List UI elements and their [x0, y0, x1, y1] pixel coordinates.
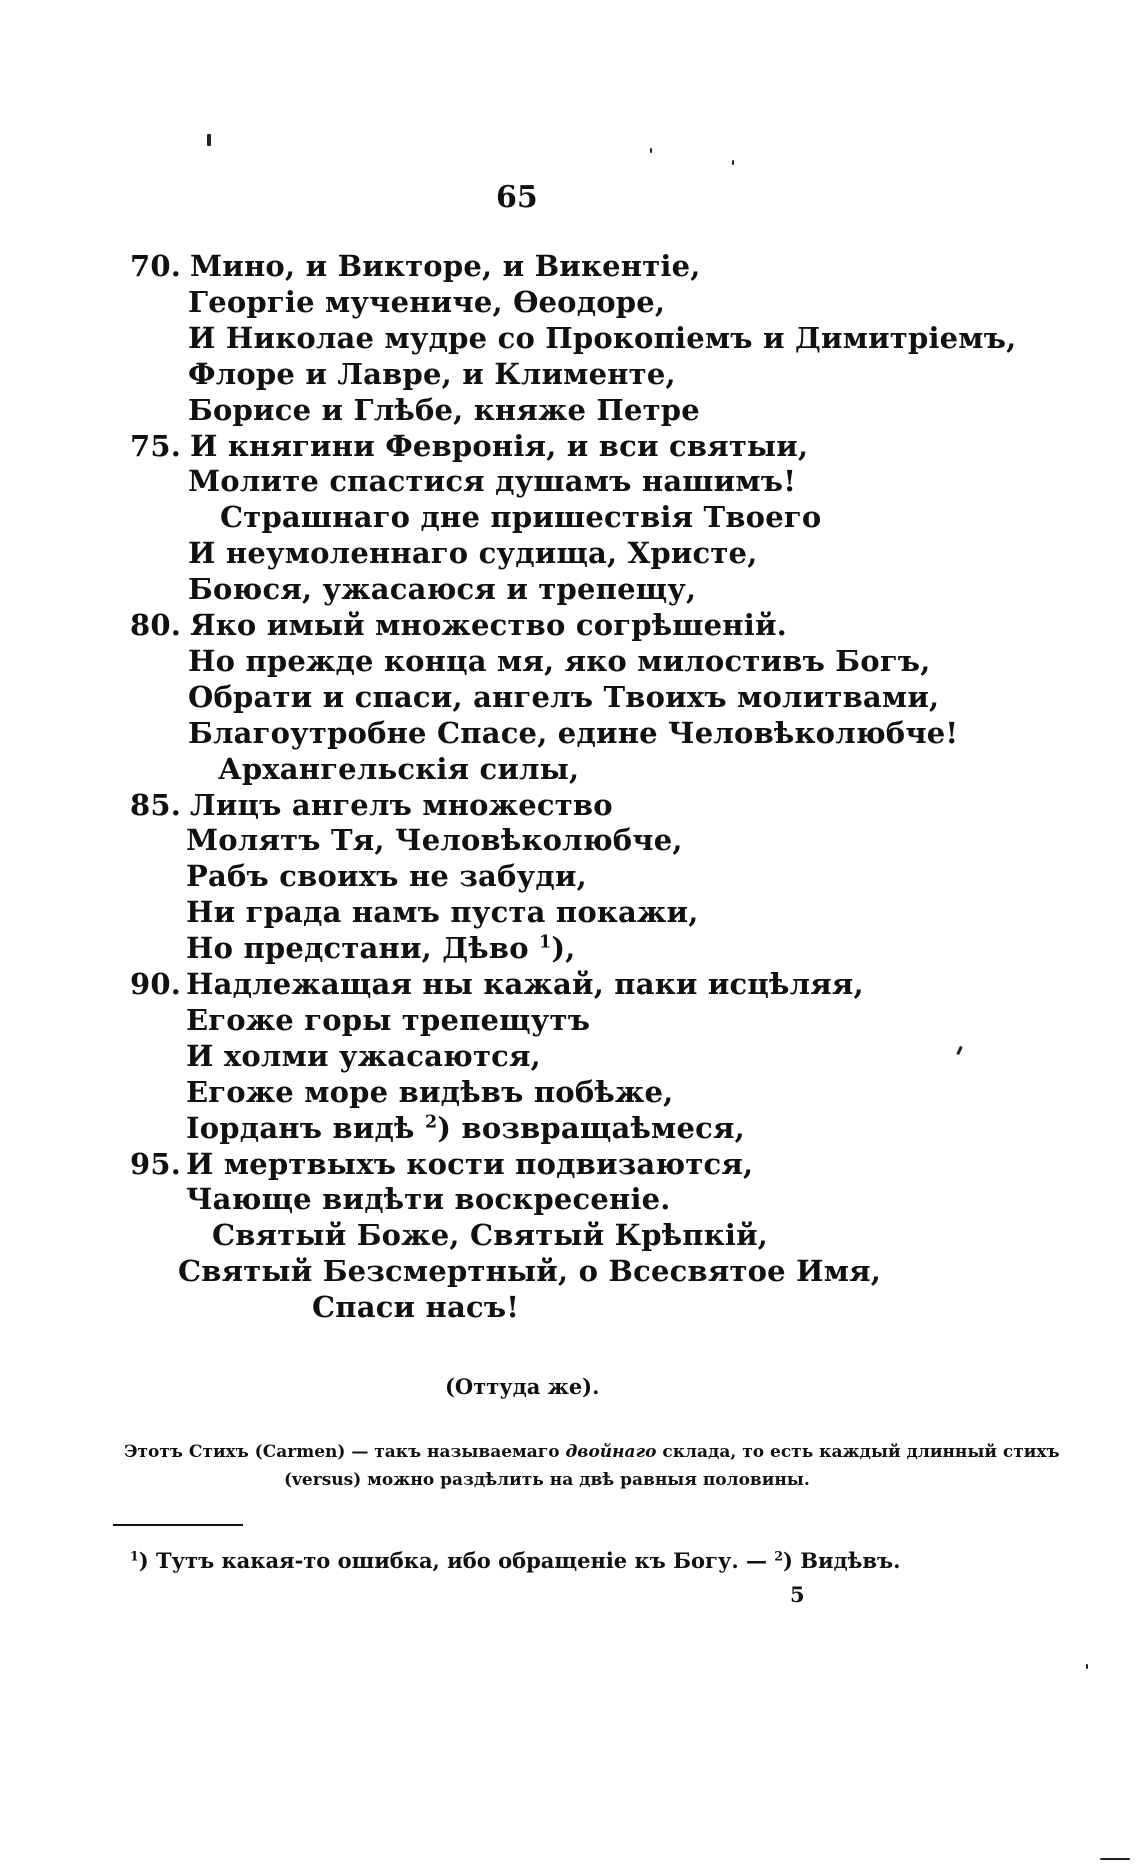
verse-line [130, 1074, 1030, 1110]
verse-text: Рабъ своихъ не забуди, [186, 859, 587, 894]
verse-line [130, 535, 1030, 571]
footnote-marker: 2 [424, 1112, 438, 1133]
verse-text: Яко имый множество согрѣшеній. [190, 608, 787, 642]
verse-text: Спаси насъ! [312, 1290, 520, 1325]
verse-text: Егоже горы трепещутъ [186, 1002, 591, 1037]
verse-line [130, 966, 1030, 1002]
ink-speck [1100, 1858, 1130, 1860]
footnotes [130, 1546, 900, 1576]
verse-text: Егоже море видѣвъ побѣже, [186, 1074, 674, 1109]
line-number: 70. [130, 249, 182, 283]
verse-text: Мино, и Викторе, и Викентіе, [190, 249, 701, 283]
ink-speck [732, 160, 734, 165]
verse-line [130, 1253, 1030, 1289]
verse-line [130, 930, 1030, 966]
verse-line [130, 894, 1030, 930]
verse-text: Благоутробне Спасе, едине Человѣколюбче! [188, 715, 959, 750]
verse-text: Чающе видѣти воскресеніе. [186, 1182, 671, 1217]
note-text: склада, то есть каждый длинный стихъ [656, 1442, 1060, 1462]
footnote-text: ) Тутъ какая-то ошибка, ибо обращеніе къ Богу. — [138, 1548, 775, 1573]
line-number: 75. [130, 428, 182, 463]
line-number: 95. [130, 1146, 182, 1181]
verse-line [130, 499, 1030, 535]
verse-text: Борисе и Глѣбе, княже Петре [188, 392, 700, 427]
verse-text: Обрати и спаси, ангелъ Твоихъ молитвами, [188, 679, 940, 714]
verse-line [130, 248, 1030, 284]
verse-line [130, 463, 1030, 499]
footnote-text: ) Видѣвъ. [783, 1548, 901, 1573]
verse-text: И княгини Февронія, и вси святыи, [190, 428, 809, 463]
verse-text: Страшнаго дне пришествія Твоего [220, 500, 822, 535]
ink-speck [207, 134, 211, 146]
ink-speck [1086, 1664, 1088, 1669]
verse-line [130, 571, 1030, 607]
page-number: 65 [496, 180, 538, 215]
verse-line [130, 1110, 1030, 1146]
verse-text: И Николае мудре со Прокопіемъ и Димитріемъ, [188, 320, 1017, 355]
verse-text: Молятъ Тя, Человѣколюбче, [186, 823, 683, 858]
verse-line [130, 1038, 1030, 1074]
verse-line [130, 787, 1030, 823]
line-number: 85. [130, 787, 182, 822]
verse-text: Но прежде конца мя, яко милостивъ Богъ, [188, 643, 931, 678]
verse-text: Георгіе мучениче, Ѳеодоре, [188, 284, 666, 319]
verse-line [130, 428, 1030, 464]
verse-line [130, 858, 1030, 894]
verse-text: И мертвыхъ кости подвизаются, [186, 1146, 754, 1181]
footnote-marker: 1 [539, 932, 552, 953]
verse-line [130, 715, 1030, 751]
footnote-rule [113, 1524, 243, 1526]
verse-line [130, 320, 1030, 356]
verse-text: Архангельскія силы, [218, 751, 580, 786]
verse-text: Надлежащая ны кажай, паки исцѣляя, [186, 967, 864, 1001]
verse-line [130, 643, 1030, 679]
line-number: 80. [130, 608, 182, 642]
ink-speck [650, 148, 652, 153]
note-text: Этотъ Стихъ (Carmen) — такъ называемаго [124, 1442, 566, 1462]
verse-text: И холми ужасаются, [186, 1038, 541, 1073]
editorial-note-line-2: (versus) можно раздѣлить на двѣ равныя половины. [284, 1470, 810, 1490]
verse-line [130, 1289, 1030, 1325]
verse-text-suffix: ) возвращаѣмеся, [437, 1110, 745, 1145]
verse-line [130, 679, 1030, 715]
verse-text: Молите спастися душамъ нашимъ! [188, 464, 797, 499]
verse-text: И неумоленнаго судища, Христе, [188, 536, 758, 571]
verse-text: Но предстани, Дѣво [186, 931, 529, 966]
verse-text: Святый Боже, Святый Крѣпкій, [212, 1218, 769, 1253]
note-italic-text: двойнаго [565, 1442, 657, 1462]
verse-text: Флоре и Лавре, и Клименте, [188, 356, 676, 391]
footnote-marker: 2 [774, 1548, 784, 1564]
verse-line [130, 392, 1030, 428]
verse-line [130, 1217, 1030, 1253]
verse-text: Лицъ ангелъ множество [190, 787, 613, 822]
verse-line [130, 607, 1030, 643]
verse-line [130, 751, 1030, 787]
footnote-marker: 1 [130, 1548, 139, 1564]
line-number: 90. [130, 967, 182, 1001]
verse-text-suffix: ), [551, 931, 576, 966]
editorial-note-line-1 [124, 1440, 1060, 1464]
verse-line [130, 356, 1030, 392]
verse-text: Ни града намъ пуста покажи, [186, 895, 699, 930]
signature-mark: 5 [790, 1582, 805, 1607]
source-note: (Оттуда же). [445, 1374, 600, 1399]
verse-line [130, 284, 1030, 320]
verse-line [130, 1146, 1030, 1182]
verse-text: Святый Безсмертный, о Всесвятое Имя, [178, 1254, 882, 1289]
verse-text: Іорданъ видѣ [186, 1110, 415, 1145]
verse-line [130, 1181, 1030, 1217]
verse-text: Боюся, ужасаюся и трепещу, [188, 572, 697, 607]
verse-line [130, 822, 1030, 858]
verse-line [130, 1002, 1030, 1038]
